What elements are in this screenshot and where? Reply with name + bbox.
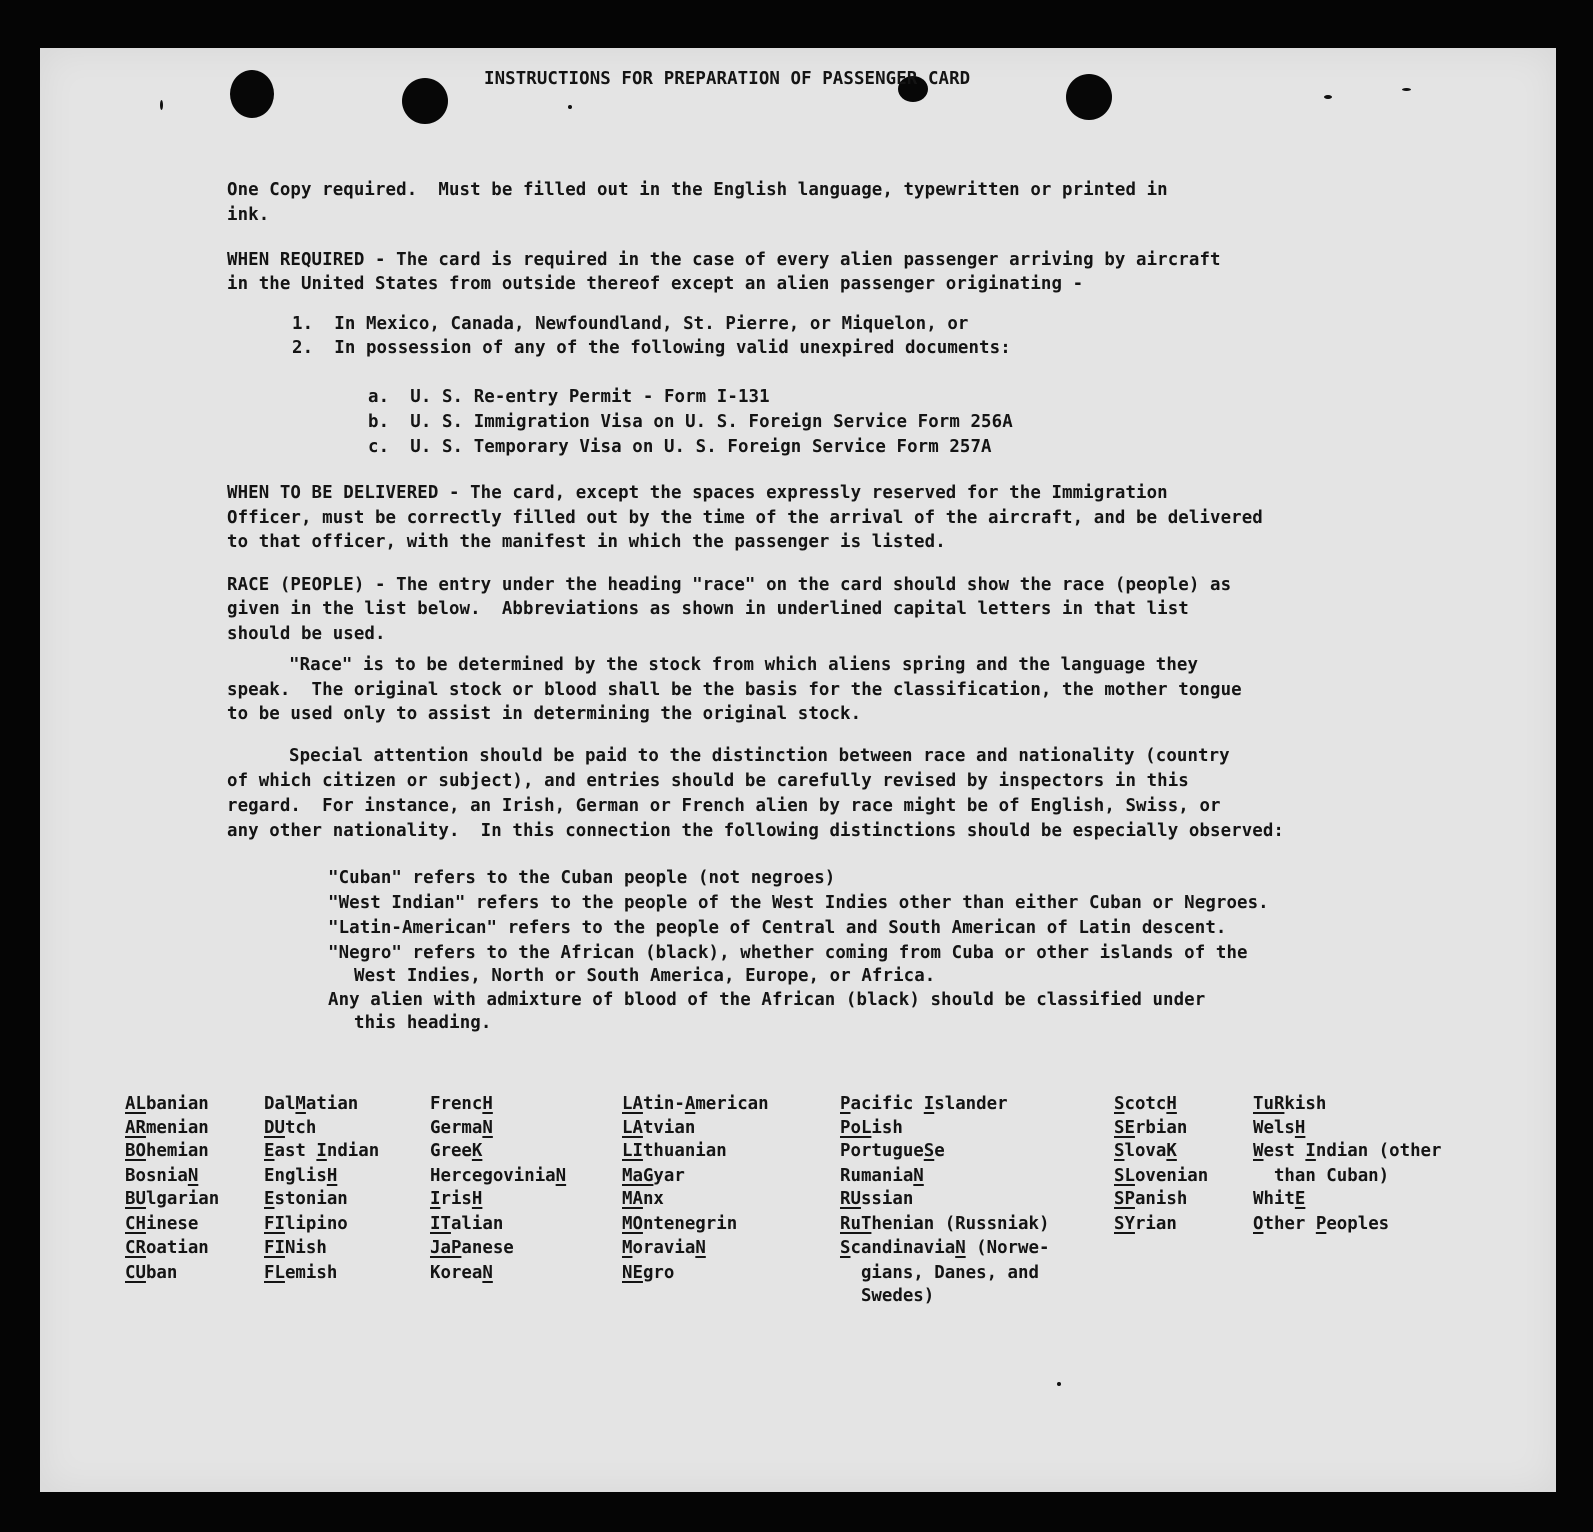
race-entry: SYrian — [1114, 1214, 1177, 1234]
race-entry: WelsH — [1253, 1118, 1306, 1138]
text-line: to be used only to assist in determining the original stock. — [227, 704, 862, 724]
race-entry: RumaniaN — [840, 1166, 924, 1186]
document-page — [40, 48, 1556, 1492]
race-entry: than Cuban) — [1253, 1166, 1390, 1186]
race-entry: SErbian — [1114, 1118, 1188, 1138]
text-line: "Latin-American" refers to the people of Central and South American of Latin descent. — [328, 918, 1227, 938]
race-entry: GermaN — [430, 1118, 493, 1138]
text-line: "Cuban" refers to the Cuban people (not negroes) — [328, 868, 836, 888]
text-line: "Race" is to be determined by the stock from which aliens spring and the language they — [289, 655, 1199, 675]
race-entry: CHinese — [125, 1214, 199, 1234]
text-line: this heading. — [354, 1013, 492, 1033]
text-line: 1. In Mexico, Canada, Newfoundland, St. Pierre, or Miquelon, or — [292, 314, 969, 334]
text-line: to that officer, with the manifest in which the passenger is listed. — [227, 532, 946, 552]
race-entry: DalMatian — [264, 1094, 359, 1114]
race-entry: ARmenian — [125, 1118, 209, 1138]
race-entry: PoLish — [840, 1118, 903, 1138]
race-entry: SlovaK — [1114, 1141, 1177, 1161]
race-entry: CRoatian — [125, 1238, 209, 1258]
text-line: Officer, must be correctly filled out by the time of the arrival of the aircraft, and be delivered — [227, 508, 1263, 528]
race-entry: KoreaN — [430, 1263, 493, 1283]
race-entry: WhitE — [1253, 1189, 1306, 1209]
text-line: a. U. S. Re-entry Permit - Form I-131 — [368, 387, 770, 407]
race-entry: Other Peoples — [1253, 1214, 1390, 1234]
race-entry: BUlgarian — [125, 1189, 220, 1209]
race-entry: GreeK — [430, 1141, 483, 1161]
race-entry: LAtvian — [622, 1118, 696, 1138]
page-title: INSTRUCTIONS FOR PREPARATION OF PASSENGER CARD — [484, 69, 971, 89]
ink-speck — [1057, 1382, 1061, 1386]
race-entry: PortugueSe — [840, 1141, 945, 1161]
text-line: Any alien with admixture of blood of the African (black) should be classified under — [328, 990, 1206, 1010]
race-entry: SPanish — [1114, 1189, 1188, 1209]
race-entry: FIlipino — [264, 1214, 348, 1234]
race-entry: ALbanian — [125, 1094, 209, 1114]
race-entry: Swedes) — [840, 1286, 935, 1306]
race-entry: Estonian — [264, 1189, 348, 1209]
text-line: ink. — [227, 205, 270, 225]
text-line: RACE (PEOPLE) - The entry under the heading "race" on the card should show the race (people) as — [227, 575, 1232, 595]
text-line: WHEN REQUIRED - The card is required in the case of every alien passenger arriving by aircraft — [227, 250, 1221, 270]
race-entry: FINish — [264, 1238, 327, 1258]
race-entry: MoraviaN — [622, 1238, 706, 1258]
race-entry: RUssian — [840, 1189, 914, 1209]
text-line: regard. For instance, an Irish, German or French alien by race might be of English, Swiss, or — [227, 796, 1221, 816]
ink-speck — [568, 105, 572, 109]
race-entry: MAnx — [622, 1189, 664, 1209]
race-entry: HercegoviniaN — [430, 1166, 567, 1186]
race-entry: ScotcH — [1114, 1094, 1177, 1114]
race-entry: Pacific Islander — [840, 1094, 1008, 1114]
race-entry: ITalian — [430, 1214, 504, 1234]
text-line: given in the list below. Abbreviations as shown in underlined capital letters in that list — [227, 599, 1189, 619]
ink-speck — [1324, 95, 1332, 99]
race-entry: BosniaN — [125, 1166, 199, 1186]
text-line: in the United States from outside thereof except an alien passenger originating - — [227, 274, 1084, 294]
text-line: One Copy required. Must be filled out in the English language, typewritten or printed in — [227, 180, 1168, 200]
text-line: West Indies, North or South America, Europe, or Africa. — [354, 966, 936, 986]
race-entry: LAtin-American — [622, 1094, 769, 1114]
race-entry: East Indian — [264, 1141, 380, 1161]
text-line: "Negro" refers to the African (black), whether coming from Cuba or other islands of the — [328, 943, 1248, 963]
text-line: b. U. S. Immigration Visa on U. S. Foreign Service Form 256A — [368, 412, 1013, 432]
race-entry: ScandinaviaN (Norwe- — [840, 1238, 1050, 1258]
punch-hole — [402, 78, 448, 124]
race-entry: West Indian (other — [1253, 1141, 1442, 1161]
race-entry: BOhemian — [125, 1141, 209, 1161]
punch-hole — [230, 70, 274, 118]
race-entry: TuRkish — [1253, 1094, 1327, 1114]
text-line: of which citizen or subject), and entries should be carefully revised by inspectors in this — [227, 771, 1189, 791]
race-entry: SLovenian — [1114, 1166, 1209, 1186]
race-entry: gians, Danes, and — [840, 1263, 1039, 1283]
race-entry: CUban — [125, 1263, 178, 1283]
race-entry: MaGyar — [622, 1166, 685, 1186]
race-entry: FrencH — [430, 1094, 493, 1114]
race-entry: RuThenian (Russniak) — [840, 1214, 1050, 1234]
ink-speck — [1402, 88, 1411, 91]
race-entry: FLemish — [264, 1263, 338, 1283]
text-line: Special attention should be paid to the distinction between race and nationality (country — [289, 746, 1230, 766]
race-entry: DUtch — [264, 1118, 317, 1138]
race-entry: EnglisH — [264, 1166, 338, 1186]
text-line: 2. In possession of any of the following valid unexpired documents: — [292, 338, 1011, 358]
race-entry: MOntenegrin — [622, 1214, 738, 1234]
text-line: WHEN TO BE DELIVERED - The card, except the spaces expressly reserved for the Immigration — [227, 483, 1168, 503]
text-line: any other nationality. In this connection the following distinctions should be especially observed: — [227, 821, 1285, 841]
text-line: "West Indian" refers to the people of the West Indies other than either Cuban or Negroes. — [328, 893, 1269, 913]
text-line: speak. The original stock or blood shall be the basis for the classification, the mother tongue — [227, 680, 1242, 700]
text-line: c. U. S. Temporary Visa on U. S. Foreign Service Form 257A — [368, 437, 992, 457]
race-entry: LIthuanian — [622, 1141, 727, 1161]
punch-hole — [1066, 74, 1112, 120]
text-line: should be used. — [227, 624, 386, 644]
race-entry: NEgro — [622, 1263, 675, 1283]
race-entry: JaPanese — [430, 1238, 514, 1258]
ink-speck — [160, 100, 163, 110]
race-entry: IrisH — [430, 1189, 483, 1209]
